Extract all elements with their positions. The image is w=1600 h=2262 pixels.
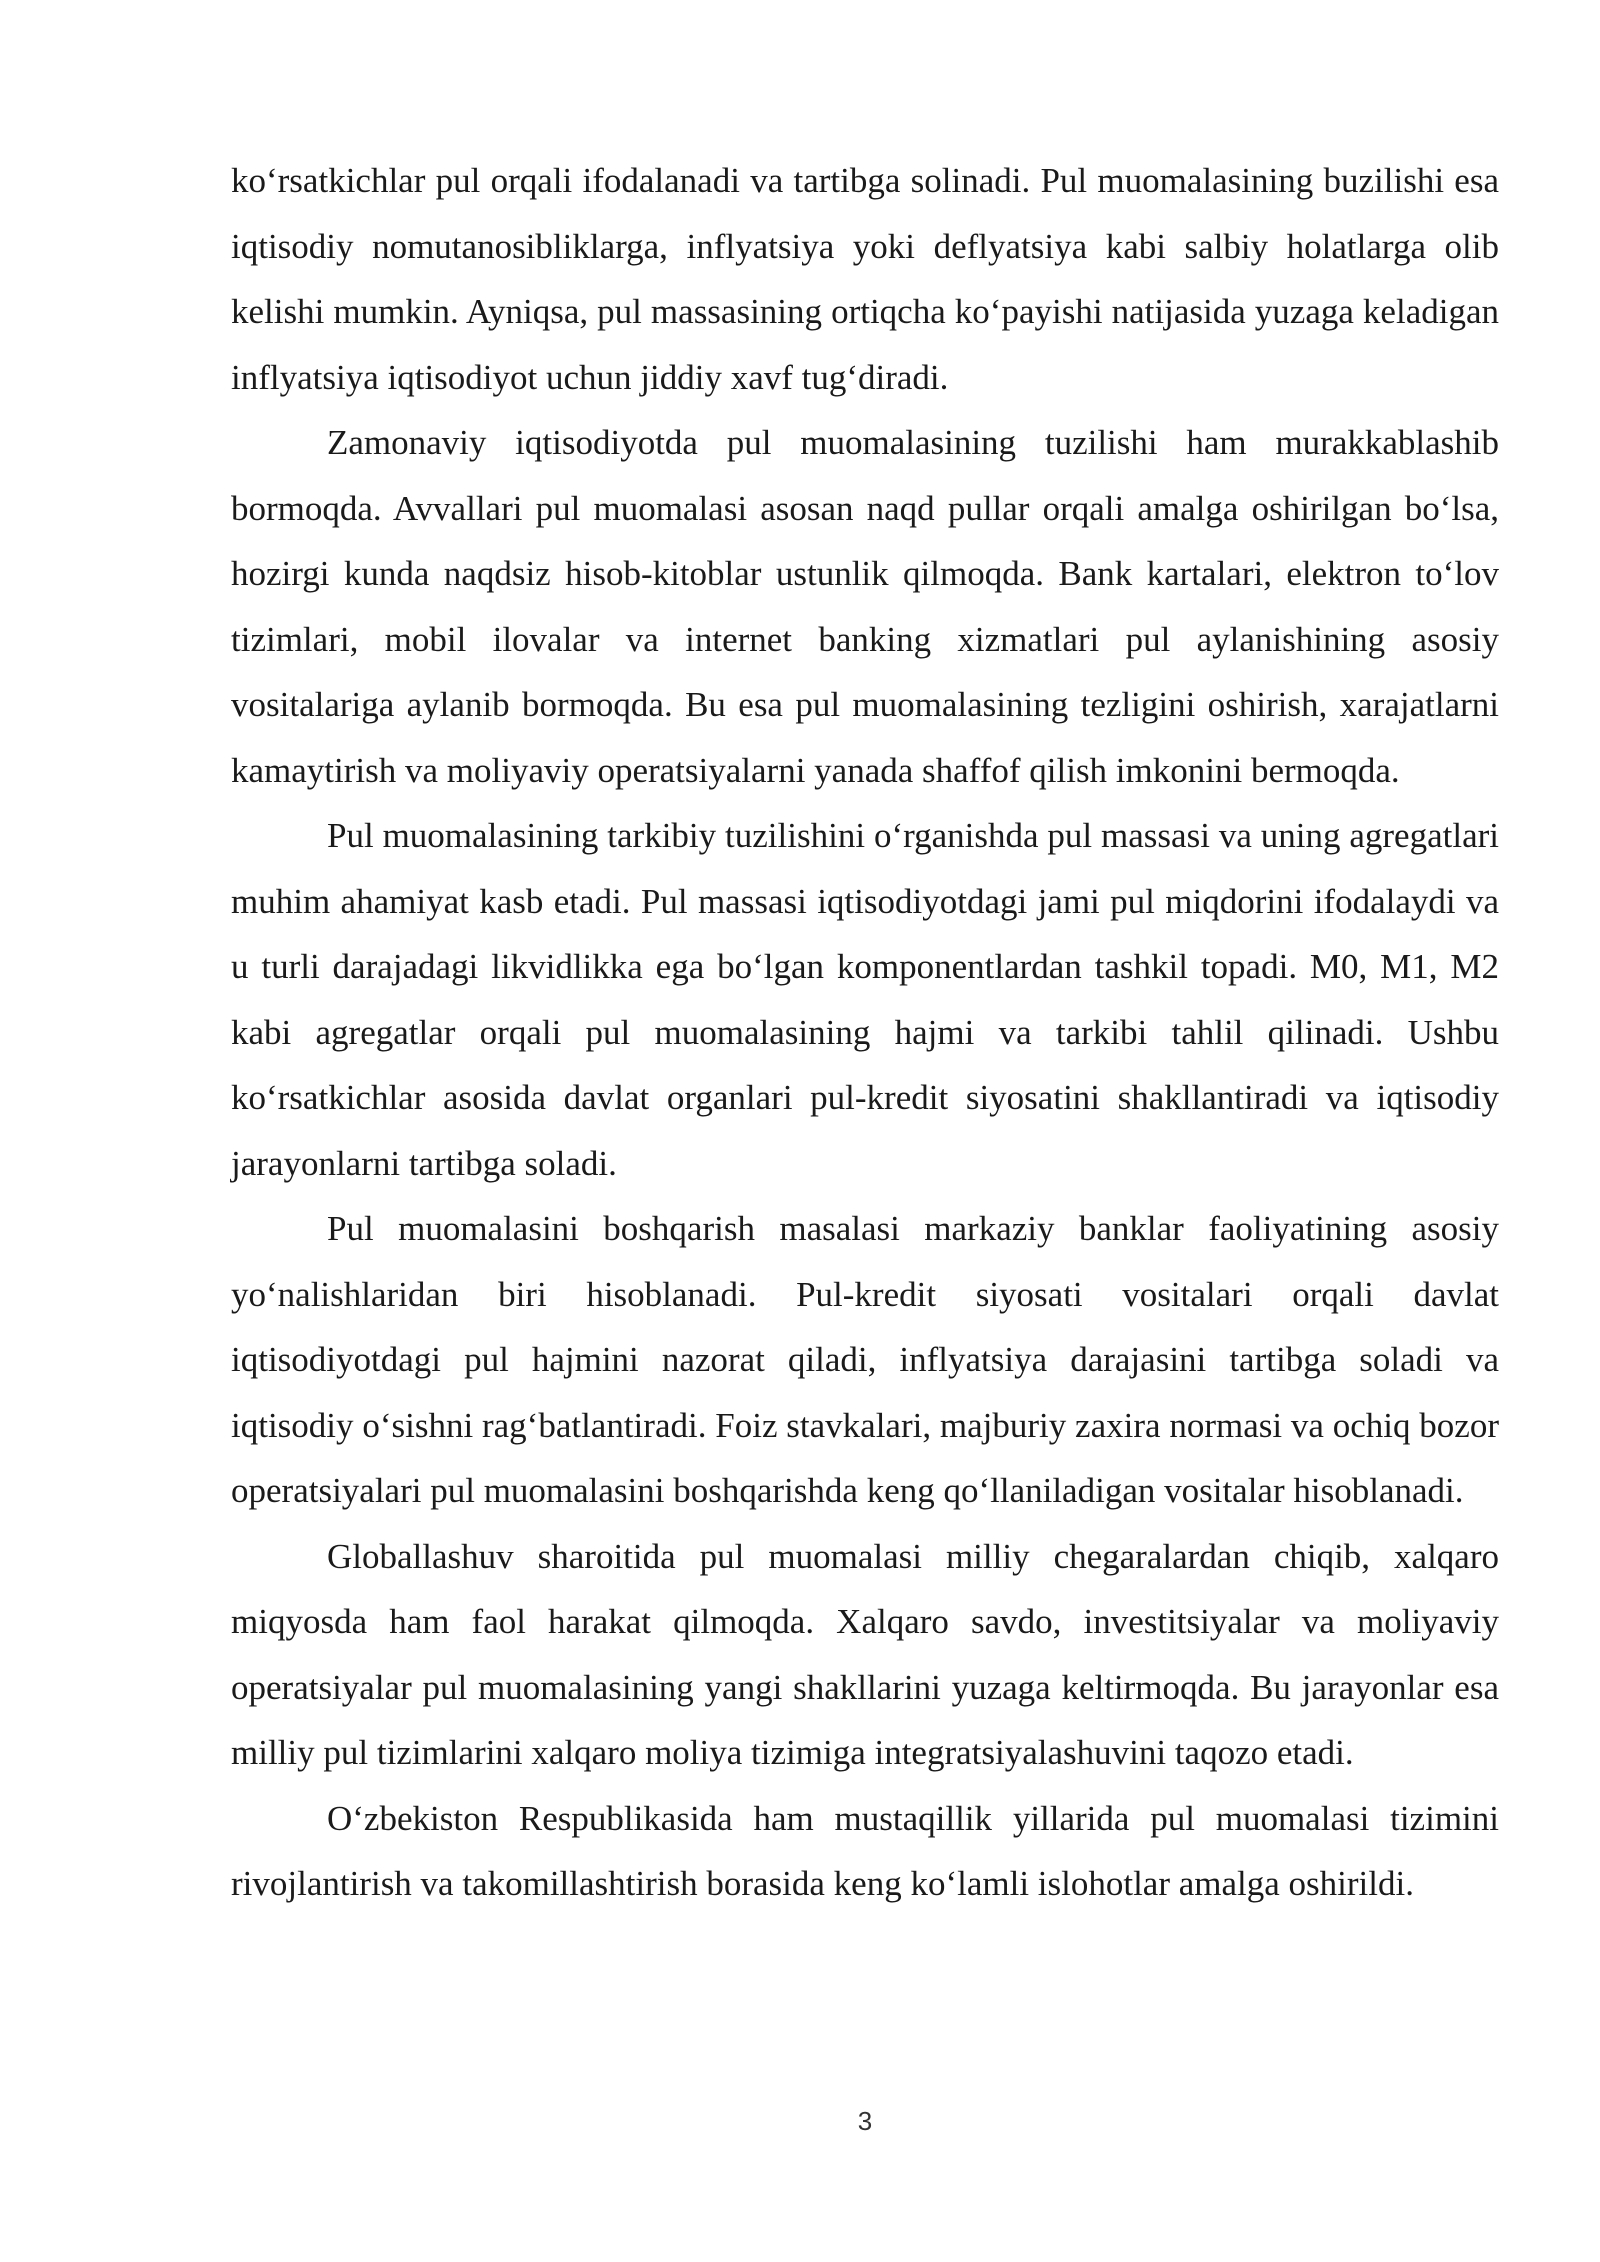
paragraph: O‘zbekiston Respublikasida ham mustaqillik yillarida pul muomalasi tizimini rivojlantirish va takomillashtirish borasida keng ko‘lamli islohotlar amalga oshirildi.	[231, 1798, 1499, 1903]
paragraph-continuation: ko‘rsatkichlar pul orqali ifodalanadi va tartibga solinadi. Pul muomalasining buzilishi esa iqtisodiy nomutanosibliklarga, inflyatsiya yoki deflyatsiya kabi salbiy holatlarga olib kelishi mumkin. Ayniqsa, pul massasining ortiqcha ko‘payishi natijasida yuzaga keladigan inflyatsiya iqtisodiyot uchun jiddiy xavf tug‘diradi.	[231, 161, 1499, 397]
page-number: 3	[857, 2106, 873, 2136]
paragraph: Pul muomalasini boshqarish masalasi markaziy banklar faoliyatining asosiy yo‘nalishlaridan biri hisoblanadi. Pul-kredit siyosati vositalari orqali davlat iqtisodiyotdagi pul hajmini nazorat qiladi, inflyatsiya darajasini tartibga soladi va iqtisodiy o‘sishni rag‘batlantiradi. Foiz stavkalari, majburiy zaxira normasi va ochiq bozor operatsiyalari pul muomalasini boshqarishda keng qo‘llaniladigan vositalar hisoblanadi.	[231, 1209, 1499, 1510]
paragraph: Pul muomalasining tarkibiy tuzilishini o‘rganishda pul massasi va uning agregatlari muhim ahamiyat kasb etadi. Pul massasi iqtisodiyotdagi jami pul miqdorini ifodalaydi va u turli darajadagi likvidlikka ega bo‘lgan komponentlardan tashkil topadi. M0, M1, M2 kabi agregatlar orqali pul muomalasining hajmi va tarkibi tahlil qilinadi. Ushbu ko‘rsatkichlar asosida davlat organlari pul-kredit siyosatini shakllantiradi va iqtisodiy jarayonlarni tartibga soladi.	[231, 816, 1499, 1183]
paragraph: Globallashuv sharoitida pul muomalasi milliy chegaralardan chiqib, xalqaro miqyosda ham faol harakat qilmoqda. Xalqaro savdo, investitsiyalar va moliyaviy operatsiyalar pul muomalasining yangi shakllarini yuzaga keltirmoqda. Bu jarayonlar esa milliy pul tizimlarini xalqaro moliya tizimiga integratsiyalashuvini taqozo etadi.	[231, 1536, 1499, 1772]
document-body	[231, 148, 1499, 1917]
paragraph: Zamonaviy iqtisodiyotda pul muomalasining tuzilishi ham murakkablashib bormoqda. Avvallari pul muomalasi asosan naqd pullar orqali amalga oshirilgan bo‘lsa, hozirgi kunda naqdsiz hisob-kitoblar ustunlik qilmoqda. Bank kartalari, elektron to‘lov tizimlari, mobil ilovalar va internet banking xizmatlari pul aylanishining asosiy vositalariga aylanib bormoqda. Bu esa pul muomalasining tezligini oshirish, xarajatlarni kamaytirish va moliyaviy operatsiyalarni yanada shaffof qilish imkonini bermoqda.	[231, 423, 1499, 790]
